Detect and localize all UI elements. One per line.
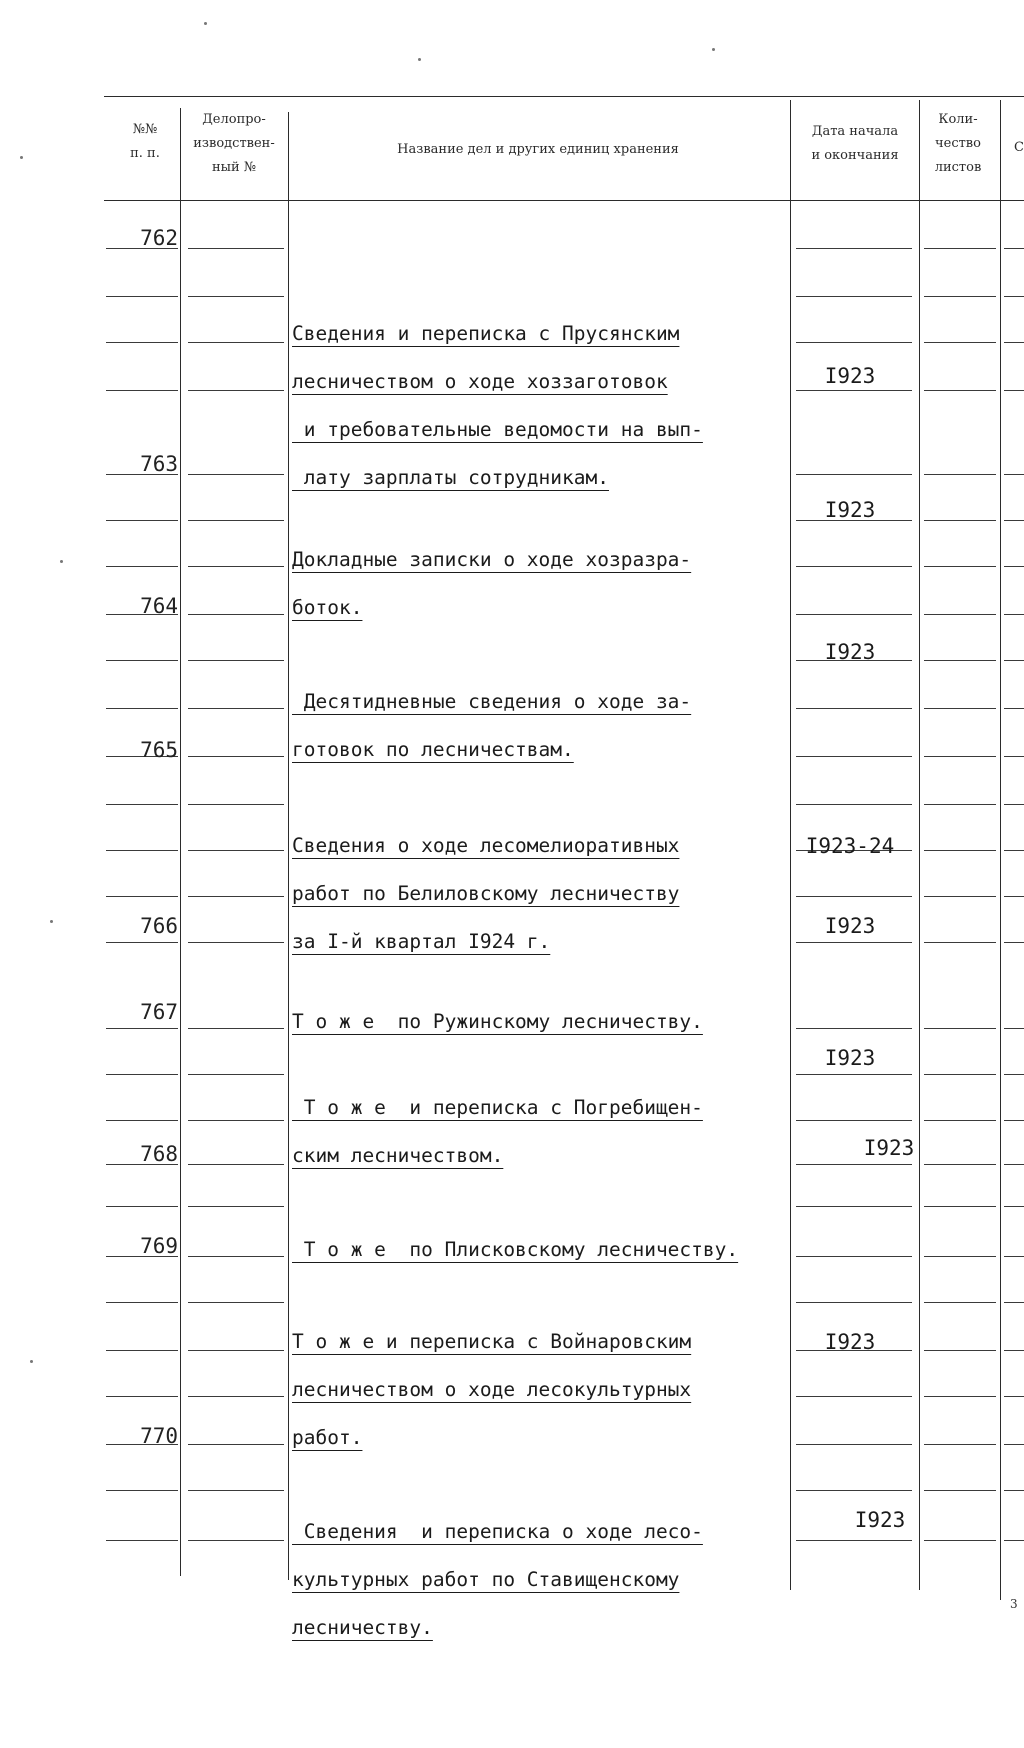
entry-title: Т о ж е и переписка с Погребищен- ским лесничеством. bbox=[292, 1096, 703, 1167]
ruled-line bbox=[796, 248, 912, 249]
ruled-line bbox=[188, 942, 284, 943]
ruled-line bbox=[106, 1396, 178, 1397]
ruled-line bbox=[106, 660, 178, 661]
ruled-line bbox=[188, 1444, 284, 1445]
entry-title: Т о ж е по Ружинскому лесничеству. bbox=[292, 1010, 703, 1033]
ruled-line bbox=[1004, 1120, 1024, 1121]
ruled-line bbox=[1004, 390, 1024, 391]
ruled-line bbox=[924, 1444, 996, 1445]
ruled-line bbox=[188, 566, 284, 567]
header-col-office-number: Делопро- изводствен- ный № bbox=[193, 112, 275, 175]
ruled-line bbox=[924, 1164, 996, 1165]
ruled-line bbox=[106, 1028, 178, 1029]
ruled-line bbox=[924, 708, 996, 709]
scan-speck bbox=[60, 560, 63, 563]
entry-number: 762 bbox=[140, 226, 178, 250]
ruled-line bbox=[1004, 896, 1024, 897]
scan-speck bbox=[20, 156, 23, 159]
ruled-line bbox=[796, 614, 912, 615]
ruled-line bbox=[106, 1490, 178, 1491]
ruled-line bbox=[106, 804, 178, 805]
header-bottom-border bbox=[104, 200, 1024, 201]
ruled-line bbox=[1004, 520, 1024, 521]
entry-date: I923 bbox=[824, 640, 876, 664]
ruled-line bbox=[188, 804, 284, 805]
ruled-line bbox=[924, 342, 996, 343]
entry-number: 770 bbox=[140, 1424, 178, 1448]
ruled-line bbox=[924, 614, 996, 615]
page-number: 3 bbox=[1010, 1597, 1018, 1611]
ruled-line bbox=[796, 1120, 912, 1121]
ruled-line bbox=[188, 660, 284, 661]
ruled-line bbox=[796, 1444, 912, 1445]
ruled-line bbox=[924, 1396, 996, 1397]
ruled-line bbox=[188, 1120, 284, 1121]
entry-number: 766 bbox=[140, 914, 178, 938]
ruled-line bbox=[188, 896, 284, 897]
column-line-5 bbox=[1000, 100, 1001, 1600]
header-col-title: Название дел и других единиц хранения bbox=[397, 142, 679, 157]
column-line-1 bbox=[180, 108, 181, 1576]
ruled-line bbox=[924, 1074, 996, 1075]
entry-number: 765 bbox=[140, 738, 178, 762]
ruled-line bbox=[106, 566, 178, 567]
ruled-line bbox=[106, 1350, 178, 1351]
ruled-line bbox=[106, 708, 178, 709]
ruled-line bbox=[924, 474, 996, 475]
entry-number: 769 bbox=[140, 1234, 178, 1258]
ruled-line bbox=[924, 1120, 996, 1121]
ruled-line bbox=[106, 296, 178, 297]
ruled-line bbox=[796, 1396, 912, 1397]
ruled-line bbox=[1004, 804, 1024, 805]
entry-date: I923 bbox=[824, 364, 876, 388]
ruled-line bbox=[1004, 474, 1024, 475]
ruled-line bbox=[188, 756, 284, 757]
ruled-line bbox=[1004, 342, 1024, 343]
ruled-line bbox=[796, 296, 912, 297]
ruled-line bbox=[796, 1164, 912, 1165]
ruled-line bbox=[796, 1540, 912, 1541]
ruled-line bbox=[1004, 756, 1024, 757]
header-col-dates: Дата начала и окончания bbox=[811, 124, 899, 163]
ruled-line bbox=[796, 1074, 912, 1075]
ruled-line bbox=[1004, 1444, 1024, 1445]
ruled-line bbox=[796, 1302, 912, 1303]
entry-date: I923-24 bbox=[805, 834, 895, 858]
column-line-2 bbox=[288, 112, 289, 1580]
ruled-line bbox=[796, 1490, 912, 1491]
ruled-line bbox=[188, 474, 284, 475]
ruled-line bbox=[796, 708, 912, 709]
ruled-line bbox=[924, 1206, 996, 1207]
ruled-line bbox=[1004, 248, 1024, 249]
ruled-line bbox=[106, 520, 178, 521]
ruled-line bbox=[188, 708, 284, 709]
entry-number: 768 bbox=[140, 1142, 178, 1166]
ruled-line bbox=[796, 474, 912, 475]
entry-number: 767 bbox=[140, 1000, 178, 1024]
ruled-line bbox=[188, 1350, 284, 1351]
ruled-line bbox=[924, 248, 996, 249]
scan-speck bbox=[712, 48, 715, 51]
ruled-line bbox=[1004, 1256, 1024, 1257]
ruled-line bbox=[924, 1302, 996, 1303]
ruled-line bbox=[924, 1028, 996, 1029]
entry-title: Т о ж е и переписка с Войнаровским лесничеством о ходе лесокультурных работ. bbox=[292, 1330, 692, 1449]
entry-title: Десятидневные сведения о ходе за- готовок по лесничествам. bbox=[292, 690, 692, 761]
table-top-border bbox=[104, 96, 1024, 97]
entry-date: I923 bbox=[824, 914, 876, 938]
ruled-line bbox=[796, 896, 912, 897]
ruled-line bbox=[796, 942, 912, 943]
ruled-line bbox=[1004, 296, 1024, 297]
ruled-line bbox=[106, 896, 178, 897]
entry-title: Докладные записки о ходе хозразра- боток. bbox=[292, 548, 692, 619]
ruled-line bbox=[796, 804, 912, 805]
ruled-line bbox=[1004, 1206, 1024, 1207]
ruled-line bbox=[924, 1540, 996, 1541]
ruled-line bbox=[1004, 850, 1024, 851]
ruled-line bbox=[1004, 566, 1024, 567]
ruled-line bbox=[1004, 1350, 1024, 1351]
ruled-line bbox=[106, 942, 178, 943]
ruled-line bbox=[106, 1074, 178, 1075]
ruled-line bbox=[188, 614, 284, 615]
header-col-sheets: Коли- чество листов bbox=[934, 112, 982, 175]
header-col-number: №№ п. п. bbox=[130, 122, 160, 161]
ruled-line bbox=[188, 1164, 284, 1165]
ruled-line bbox=[188, 1074, 284, 1075]
ruled-line bbox=[1004, 1396, 1024, 1397]
ruled-line bbox=[106, 1206, 178, 1207]
ruled-line bbox=[188, 1302, 284, 1303]
ruled-line bbox=[1004, 1074, 1024, 1075]
ruled-line bbox=[106, 1120, 178, 1121]
ruled-line bbox=[1004, 1302, 1024, 1303]
ruled-line bbox=[188, 248, 284, 249]
entry-title: Т о ж е по Плисковскому лесничеству. bbox=[292, 1238, 739, 1261]
ruled-line bbox=[1004, 942, 1024, 943]
ruled-line bbox=[106, 1302, 178, 1303]
ruled-line bbox=[796, 1256, 912, 1257]
entry-title: Сведения и переписка с Прусянским лесничеством о ходе хоззаготовок и требовательные ведомости на вып- лату зарплаты сотрудникам. bbox=[292, 322, 703, 489]
ruled-line bbox=[188, 296, 284, 297]
ruled-line bbox=[1004, 1028, 1024, 1029]
ruled-line bbox=[924, 756, 996, 757]
ruled-line bbox=[106, 342, 178, 343]
entry-date: I923 bbox=[824, 1330, 876, 1354]
entry-number: 763 bbox=[140, 452, 178, 476]
scan-speck bbox=[50, 920, 53, 923]
ruled-line bbox=[106, 390, 178, 391]
ruled-line bbox=[796, 1206, 912, 1207]
ruled-line bbox=[188, 520, 284, 521]
ruled-line bbox=[188, 390, 284, 391]
ruled-line bbox=[924, 1490, 996, 1491]
ruled-line bbox=[1004, 1490, 1024, 1491]
ruled-line bbox=[796, 390, 912, 391]
ruled-line bbox=[796, 1028, 912, 1029]
ruled-line bbox=[1004, 1540, 1024, 1541]
ruled-line bbox=[188, 1256, 284, 1257]
ruled-line bbox=[188, 1028, 284, 1029]
ruled-line bbox=[796, 342, 912, 343]
header-col-cut: С bbox=[1014, 140, 1024, 155]
entry-date: I923 bbox=[863, 1136, 915, 1160]
ruled-line bbox=[924, 660, 996, 661]
ruled-line bbox=[106, 850, 178, 851]
ruled-line bbox=[924, 296, 996, 297]
ruled-line bbox=[924, 942, 996, 943]
ruled-line bbox=[924, 1256, 996, 1257]
ruled-line bbox=[924, 566, 996, 567]
ruled-line bbox=[1004, 614, 1024, 615]
ruled-line bbox=[1004, 660, 1024, 661]
scan-speck bbox=[418, 58, 421, 61]
ruled-line bbox=[106, 1540, 178, 1541]
ruled-line bbox=[796, 756, 912, 757]
ruled-line bbox=[924, 804, 996, 805]
ruled-line bbox=[188, 850, 284, 851]
column-line-4 bbox=[919, 100, 920, 1590]
ruled-line bbox=[924, 850, 996, 851]
ruled-line bbox=[924, 520, 996, 521]
ruled-line bbox=[188, 342, 284, 343]
ruled-line bbox=[188, 1396, 284, 1397]
scan-speck bbox=[204, 22, 207, 25]
ruled-line bbox=[188, 1540, 284, 1541]
ruled-line bbox=[188, 1206, 284, 1207]
ruled-line bbox=[1004, 1164, 1024, 1165]
ruled-line bbox=[1004, 708, 1024, 709]
entry-number: 764 bbox=[140, 594, 178, 618]
ruled-line bbox=[924, 390, 996, 391]
entry-title: Сведения и переписка о ходе лесо- культурных работ по Ставищенскому лесничеству. bbox=[292, 1520, 703, 1639]
ruled-line bbox=[188, 1490, 284, 1491]
scan-speck bbox=[30, 1360, 33, 1363]
entry-title: Сведения о ходе лесомелиоративных работ по Белиловскому лесничеству за I-й квартал I924 г. bbox=[292, 834, 680, 953]
entry-date: I923 bbox=[824, 498, 876, 522]
ruled-line bbox=[796, 566, 912, 567]
entry-date: I923 bbox=[824, 1046, 876, 1070]
ruled-line bbox=[924, 896, 996, 897]
ruled-line bbox=[924, 1350, 996, 1351]
entry-date: I923 bbox=[854, 1508, 906, 1532]
